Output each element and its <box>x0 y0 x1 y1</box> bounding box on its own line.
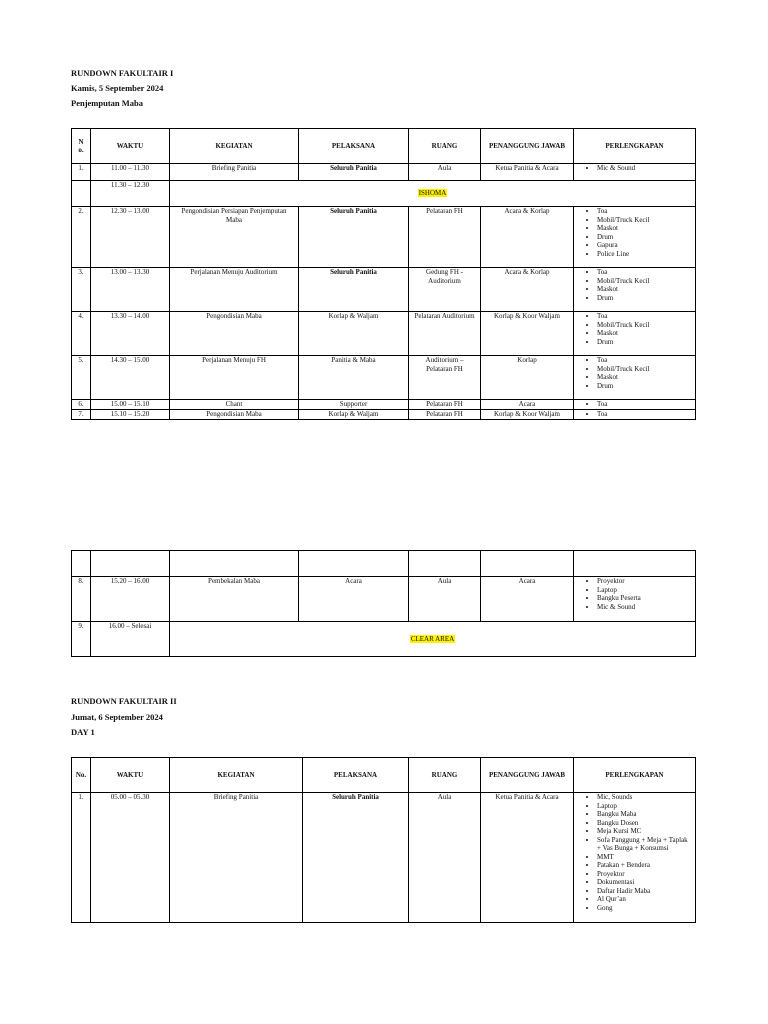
equipment-item: • Maskot <box>597 224 692 233</box>
cell-penanggung-jawab: Ketua Panitia & Acara <box>481 793 574 923</box>
cell-waktu: 16.00 – Selesai <box>91 622 170 657</box>
cell-penanggung-jawab: Acara & Korlap <box>481 207 574 268</box>
blank-header-cell <box>91 551 170 577</box>
cell-kegiatan: Briefing Panitia <box>170 164 299 181</box>
cell-ruang: Pelataran FH <box>409 410 481 420</box>
cell-kegiatan: Chant <box>170 400 299 410</box>
equipment-item: • Toa <box>597 207 692 216</box>
equipment-item: • Sofa Panggung + Meja + Taplak + Vas Bunga + Konsumsi <box>597 836 692 853</box>
cell-waktu: 13.00 – 13.30 <box>91 268 170 312</box>
cell-waktu: 15.20 – 16.00 <box>91 577 170 622</box>
cell-perlengkapan <box>574 400 696 410</box>
equipment-item: • Daftar Hadir Maba <box>597 887 692 896</box>
cell-kegiatan: Pengondisian Maba <box>170 312 299 356</box>
cell-waktu: 11.30 – 12.30 <box>91 181 170 207</box>
equipment-item: • Gong <box>597 904 692 913</box>
equipment-list <box>577 164 692 173</box>
equipment-item: • Mobil/Truck Kecil <box>597 216 692 225</box>
rundown-table-3 <box>71 757 696 923</box>
cell-no: 1. <box>72 793 91 923</box>
blank-header-cell <box>299 551 409 577</box>
table-row <box>72 577 696 622</box>
equipment-item: • Proyektor <box>597 577 692 586</box>
blank-header-cell <box>72 551 91 577</box>
cell-ruang: Aula <box>409 577 481 622</box>
equipment-list <box>577 577 692 611</box>
cell-pelaksana: Seluruh Panitia <box>303 793 409 923</box>
header-pelaksana: PELAKSANA <box>299 129 409 164</box>
equipment-item: • Maskot <box>597 373 692 382</box>
equipment-item: • Proyektor <box>597 870 692 879</box>
equipment-item: • Laptop <box>597 586 692 595</box>
header-ruang: RUANG <box>409 758 481 793</box>
cell-kegiatan: Pengondisian Persiapan Penjemputan Maba <box>170 207 299 268</box>
header-ruang: RUANG <box>409 129 481 164</box>
cell-no: 8. <box>72 577 91 622</box>
cell-no: 4. <box>72 312 91 356</box>
cell-kegiatan: Perjalanan Menuju Auditorium <box>170 268 299 312</box>
section2-title: RUNDOWN FAKULTAIR II <box>71 696 177 706</box>
header-kegiatan: KEGIATAN <box>170 129 299 164</box>
cell-waktu: 15.10 – 15.20 <box>91 410 170 420</box>
equipment-item: • Maskot <box>597 329 692 338</box>
equipment-list <box>577 207 692 258</box>
equipment-item: • Toa <box>597 356 692 365</box>
equipment-item: • Toa <box>597 410 692 419</box>
rundown-table-1 <box>71 128 696 420</box>
equipment-item: • Drum <box>597 233 692 242</box>
blank-header-cell <box>481 551 574 577</box>
cell-penanggung-jawab: Korlap & Koor Waljam <box>481 410 574 420</box>
cell-perlengkapan <box>574 410 696 420</box>
cell-ruang: Gedung FH - Auditorium <box>409 268 481 312</box>
cell-no: 3. <box>72 268 91 312</box>
cell-kegiatan: Perjalanan Menuju FH <box>170 356 299 400</box>
equipment-item: • MMT <box>597 853 692 862</box>
highlighted-label: ISHOMA <box>418 189 447 198</box>
cell-ruang: Pelataran FH <box>409 400 481 410</box>
cell-no: 9. <box>72 622 91 657</box>
cell-no: 1. <box>72 164 91 181</box>
equipment-item: • Gapura <box>597 241 692 250</box>
equipment-item: • Drum <box>597 338 692 347</box>
cell-ruang: Pelataran Auditorium <box>409 312 481 356</box>
cell-perlengkapan <box>574 164 696 181</box>
cell-ruang: Auditorium – Pelataran FH <box>409 356 481 400</box>
blank-header-cell <box>574 551 696 577</box>
equipment-item: • Dokumentasi <box>597 878 692 887</box>
cell-pelaksana: Supporter <box>299 400 409 410</box>
section2-date: Jumat, 6 September 2024 <box>71 712 163 722</box>
section2-subtitle: DAY 1 <box>71 727 95 737</box>
equipment-list <box>577 400 692 409</box>
header-penanggung-jawab: PENANGGUNG JAWAB <box>481 129 574 164</box>
cell-pelaksana: Seluruh Panitia <box>299 268 409 312</box>
cell-pelaksana: Acara <box>299 577 409 622</box>
cell-penanggung-jawab: Acara & Korlap <box>481 268 574 312</box>
equipment-item: • Laptop <box>597 802 692 811</box>
header-kegiatan: KEGIATAN <box>170 758 303 793</box>
cell-penanggung-jawab: Acara <box>481 577 574 622</box>
header-penanggung-jawab: PENANGGUNG JAWAB <box>481 758 574 793</box>
header-waktu: WAKTU <box>91 129 170 164</box>
cell-ruang: Aula <box>409 164 481 181</box>
table-row <box>72 400 696 410</box>
cell-no: 7. <box>72 410 91 420</box>
merged-cell <box>170 181 696 207</box>
equipment-item: • Bangku Peserta <box>597 594 692 603</box>
equipment-item: • Al Qur’an <box>597 895 692 904</box>
cell-pelaksana: Korlap & Waljam <box>299 312 409 356</box>
equipment-item: • Mobil/Truck Kecil <box>597 277 692 286</box>
table-header-row <box>72 758 696 793</box>
table-row <box>72 356 696 400</box>
equipment-list <box>577 268 692 302</box>
cell-penanggung-jawab: Korlap <box>481 356 574 400</box>
cell-perlengkapan <box>574 356 696 400</box>
cell-waktu: 12.30 – 13.00 <box>91 207 170 268</box>
equipment-item: • Bangku Dosen <box>597 819 692 828</box>
table-row <box>72 181 696 207</box>
cell-no <box>72 181 91 207</box>
cell-kegiatan: Pembekalan Maba <box>170 577 299 622</box>
section1-subtitle: Penjemputan Maba <box>71 98 144 108</box>
cell-no: 5. <box>72 356 91 400</box>
equipment-item: • Drum <box>597 382 692 391</box>
table-row <box>72 410 696 420</box>
cell-waktu: 05.00 – 05.30 <box>91 793 170 923</box>
header-no: No. <box>72 758 91 793</box>
cell-penanggung-jawab: Ketua Panitia & Acara <box>481 164 574 181</box>
table-row <box>72 268 696 312</box>
table-blank-header-row <box>72 551 696 577</box>
equipment-list <box>577 356 692 390</box>
cell-kegiatan: Briefing Panitia <box>170 793 303 923</box>
cell-ruang: Pelataran FH <box>409 207 481 268</box>
cell-perlengkapan <box>574 577 696 622</box>
cell-ruang: Aula <box>409 793 481 923</box>
cell-perlengkapan <box>574 793 696 923</box>
equipment-item: • Mic, Sounds <box>597 793 692 802</box>
cell-kegiatan: Pengondisian Maba <box>170 410 299 420</box>
equipment-item: • Mobil/Truck Kecil <box>597 321 692 330</box>
cell-perlengkapan <box>574 312 696 356</box>
header-pelaksana: PELAKSANA <box>303 758 409 793</box>
cell-no: 6. <box>72 400 91 410</box>
equipment-item: • Toa <box>597 268 692 277</box>
table-row <box>72 164 696 181</box>
cell-penanggung-jawab: Korlap & Koor Waljam <box>481 312 574 356</box>
cell-pelaksana: Seluruh Panitia <box>299 164 409 181</box>
table-row <box>72 622 696 657</box>
cell-waktu: 11.00 – 11.30 <box>91 164 170 181</box>
equipment-item: • Patakan + Bendera <box>597 861 692 870</box>
rundown-table-2 <box>71 550 696 657</box>
equipment-item: • Toa <box>597 312 692 321</box>
cell-perlengkapan <box>574 268 696 312</box>
table-body <box>72 164 696 420</box>
cell-perlengkapan <box>574 207 696 268</box>
equipment-item: • Bangku Maba <box>597 810 692 819</box>
equipment-item: • Toa <box>597 400 692 409</box>
equipment-item: • Mic & Sound <box>597 164 692 173</box>
equipment-item: • Mobil/Truck Kecil <box>597 365 692 374</box>
blank-header-cell <box>409 551 481 577</box>
header-perlengkapan: PERLENGKAPAN <box>574 758 696 793</box>
highlighted-label: CLEAR AREA <box>410 634 455 643</box>
equipment-item: • Mic & Sound <box>597 603 692 612</box>
table-body <box>72 577 696 657</box>
cell-waktu: 15.00 – 15.10 <box>91 400 170 410</box>
merged-cell <box>170 622 696 657</box>
section1-date: Kamis, 5 September 2024 <box>71 83 164 93</box>
table-row <box>72 312 696 356</box>
blank-header-cell <box>170 551 299 577</box>
table-body <box>72 793 696 923</box>
cell-no: 2. <box>72 207 91 268</box>
cell-waktu: 13.30 – 14.00 <box>91 312 170 356</box>
header-waktu: WAKTU <box>91 758 170 793</box>
equipment-item: • Maskot <box>597 285 692 294</box>
equipment-list <box>577 312 692 346</box>
equipment-item: • Meja Kursi MC <box>597 827 692 836</box>
cell-pelaksana: Korlap & Waljam <box>299 410 409 420</box>
header-perlengkapan: PERLENGKAPAN <box>574 129 696 164</box>
table-row <box>72 207 696 268</box>
equipment-item: • Police Line <box>597 250 692 259</box>
table-row <box>72 793 696 923</box>
cell-pelaksana: Panitia & Maba <box>299 356 409 400</box>
section1-title: RUNDOWN FAKULTAIR I <box>71 68 174 78</box>
equipment-list <box>577 793 692 912</box>
cell-penanggung-jawab: Acara <box>481 400 574 410</box>
table-header-row <box>72 129 696 164</box>
header-no: N o. <box>72 129 91 164</box>
equipment-list <box>577 410 692 419</box>
equipment-item: • Drum <box>597 294 692 303</box>
cell-waktu: 14.30 – 15.00 <box>91 356 170 400</box>
cell-pelaksana: Seluruh Panitia <box>299 207 409 268</box>
